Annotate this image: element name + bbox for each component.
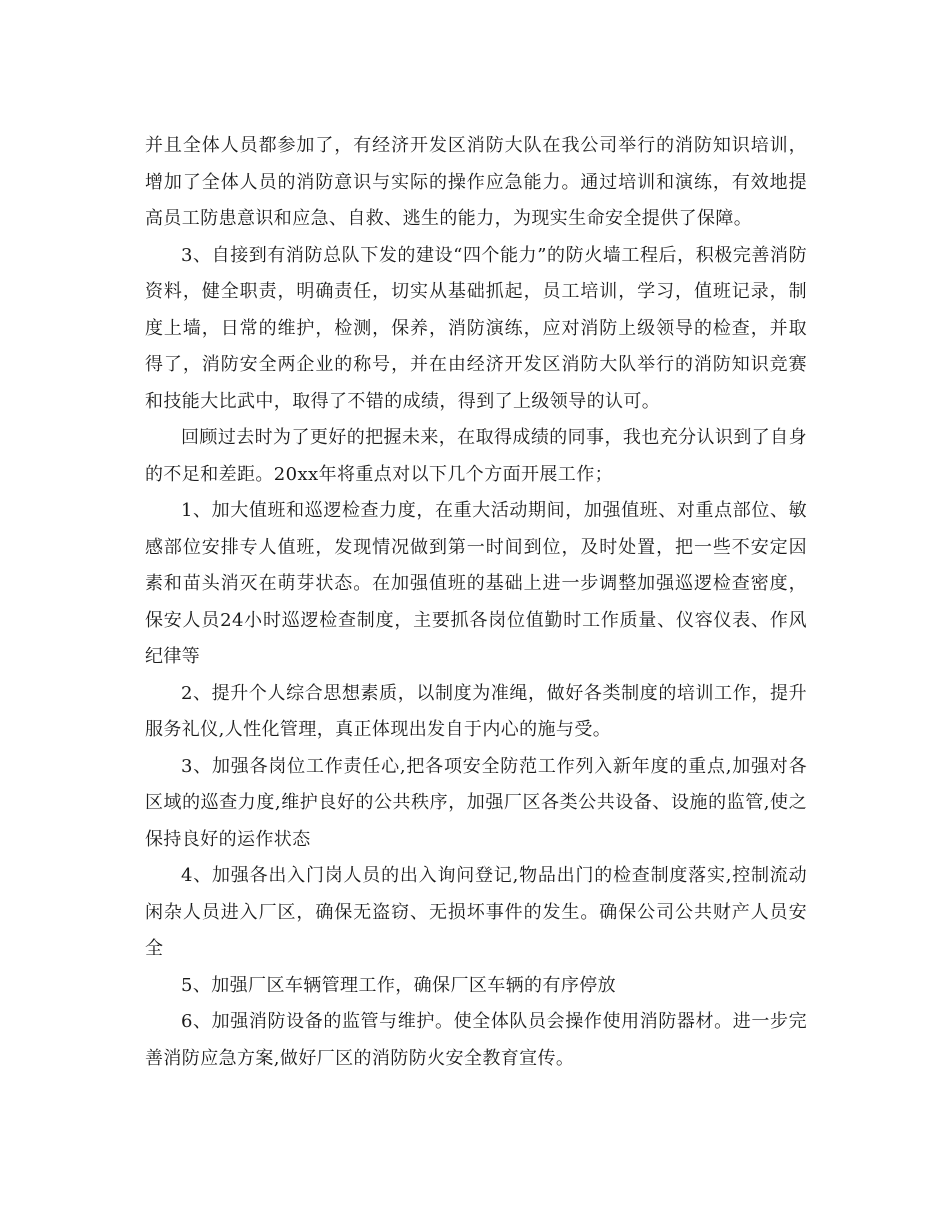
- paragraph-review-plan: 回顾过去时为了更好的把握未来，在取得成绩的同事，我也充分认识到了自身的不足和差距。20xx年将重点对以下几个方面开展工作；: [145, 427, 807, 485]
- paragraph-item-6-fire-equipment: 6、加强消防设备的监管与维护。使全体队员会操作使用消防器材。进一步完善消防应急方案,做好厂区的消防防火安全教育宣传。: [145, 1011, 807, 1069]
- paragraph-item-1-patrol: 1、加大值班和巡逻检查力度，在重大活动期间，加强值班、对重点部位、敏感部位安排专人值班，发现情况做到第一时间到位，及时处置，把一些不安定因素和苗头消灭在萌芽状态。在加强值班的基础上进一步调整加强巡逻检查密度，保安人员24小时巡逻检查制度，主要抓各岗位值勤时工作质量、仪容仪表、作风纪律等: [145, 500, 807, 667]
- paragraph-item-5-vehicles: 5、加强厂区车辆管理工作，确保厂区车辆的有序停放: [181, 974, 617, 996]
- paragraph-item-2-quality: 2、提升个人综合思想素质，以制度为准绳，做好各类制度的培训工作，提升服务礼仪,人性化管理，真正体现出发自于内心的施与受。: [145, 682, 807, 740]
- document-body: [145, 128, 807, 1077]
- paragraph-item-3-responsibility: 3、加强各岗位工作责任心,把各项安全防范工作列入新年度的重点,加强对各区域的巡查力度,维护良好的公共秩序，加强厂区各类公共设备、设施的监管,使之保持良好的运作状态: [145, 755, 807, 850]
- paragraph-training-summary: 并且全体人员都参加了，有经济开发区消防大队在我公司举行的消防知识培训，增加了全体人员的消防意识与实际的操作应急能力。通过培训和演练，有效地提高员工防患意识和应急、自救、逃生的能力，为现实生命安全提供了保障。: [145, 135, 807, 229]
- paragraph-firewall-project: 3、自接到有消防总队下发的建设“四个能力”的防火墙工程后，积极完善消防资料，健全职责，明确责任，切实从基础抓起，员工培训，学习，值班记录，制度上墙，日常的维护，检测，保养，消防演练，应对消防上级领导的检查，并取得了，消防安全两企业的称号，并在由经济开发区消防大队举行的消防知识竞赛和技能大比武中，取得了不错的成绩，得到了上级领导的认可。: [145, 244, 807, 412]
- paragraph-item-4-gate-control: 4、加强各出入门岗人员的出入询问登记,物品出门的检查制度落实,控制流动闲杂人员进入厂区，确保无盗窃、无损坏事件的发生。确保公司公共财产人员安全: [145, 865, 807, 959]
